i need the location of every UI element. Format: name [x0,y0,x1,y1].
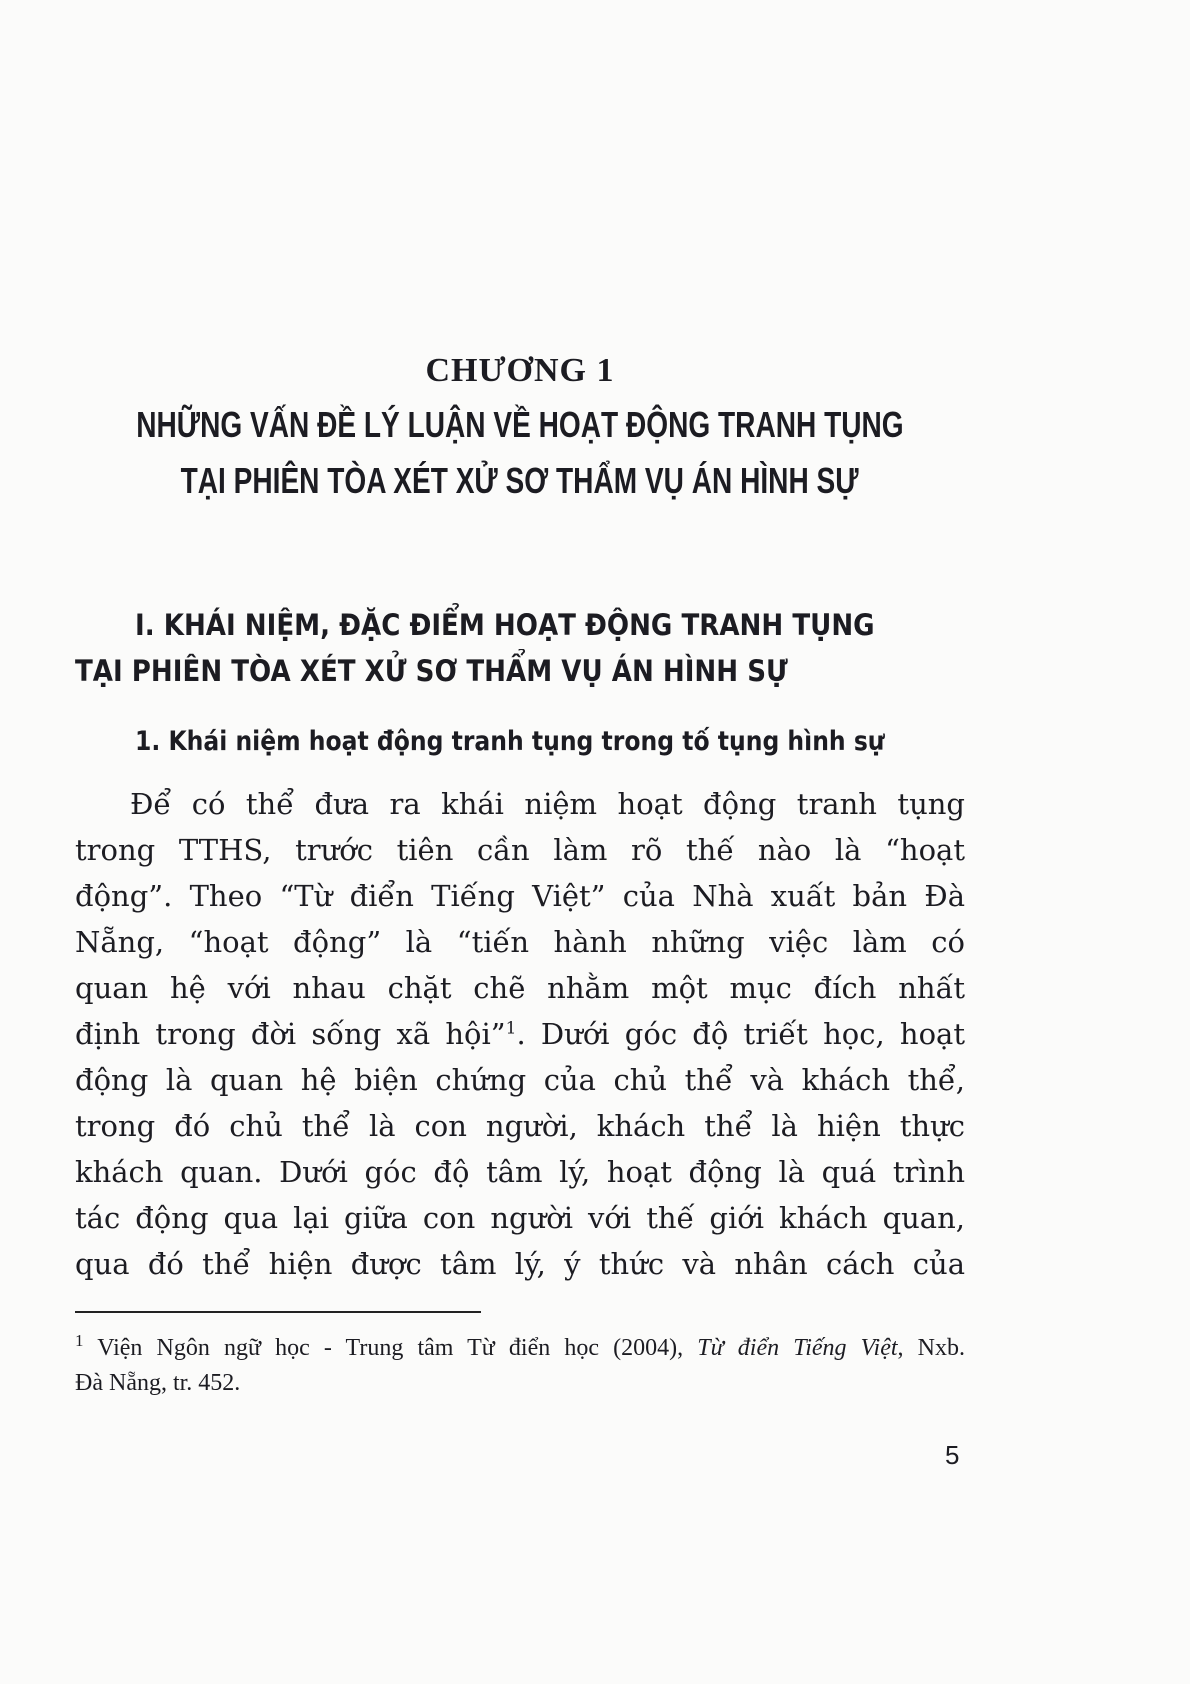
footnote-line-2: Đà Nẵng, tr. 452. [75,1370,241,1396]
chapter-title-line-2: TẠI PHIÊN TÒA XÉT XỬ SƠ THẨM VỤ ÁN HÌNH SỰ [181,460,859,501]
footnote-line-1: $^1$ Viện Ngôn ngữ học - Trung tâm Từ điển học (2004), Từ điển Tiếng Việt, Nxb. [75,1331,965,1361]
footnote-divider [75,1311,481,1313]
section-heading-line-1: I. KHÁI NIỆM, ĐẶC ĐIỂM HOẠT ĐỘNG TRANH TỤNG [135,608,875,642]
body-line: tác động qua lại giữa con người với thế giới khách quan, [75,1201,965,1235]
body-line: khách quan. Dưới góc độ tâm lý, hoạt động là quá trình [75,1155,965,1189]
body-line: quan hệ với nhau chặt chẽ nhằm một mục đích nhất [75,971,965,1005]
page-number: 5 [945,1440,960,1470]
body-line: trong TTHS, trước tiên cần làm rõ thế nào là “hoạt [75,833,965,867]
body-line: định trong đời sống xã hội”$^1$. Dưới góc độ triết học, hoạt [75,1017,965,1051]
footnote-ref[interactable]: 1 [505,1018,517,1039]
section-heading-line-2: TẠI PHIÊN TÒA XÉT XỬ SƠ THẨM VỤ ÁN HÌNH SỰ [75,654,788,688]
body-line: Để có thể đưa ra khái niệm hoạt động tranh tụng [130,787,965,821]
chapter-title-line-1: NHỮNG VẤN ĐỀ LÝ LUẬN VỀ HOẠT ĐỘNG TRANH TỤNG [136,404,904,445]
body-line: động”. Theo “Từ điển Tiếng Việt” của Nhà xuất bản Đà [75,879,965,913]
body-line: trong đó chủ thể là con người, khách thể là hiện thực [75,1109,965,1143]
body-line: qua đó thể hiện được tâm lý, ý thức và nhân cách của [75,1247,965,1281]
subsection-heading: 1. Khái niệm hoạt động tranh tụng trong tố tụng hình sự [135,726,885,757]
chapter-label: CHƯƠNG 1 [425,352,615,389]
body-line: động là quan hệ biện chứng của chủ thể và khách thể, [75,1063,965,1097]
body-line: Nẵng, “hoạt động” là “tiến hành những việc làm có [75,925,965,959]
